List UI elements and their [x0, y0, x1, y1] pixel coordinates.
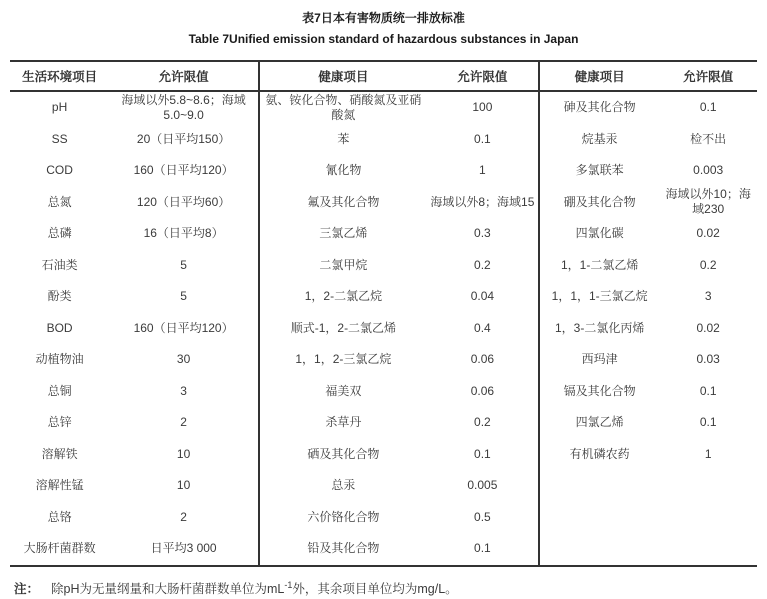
- table-row: [260, 439, 538, 471]
- value-cell: 0.1: [474, 541, 491, 556]
- item-cell: 1，1，2-三氯乙烷: [295, 352, 392, 367]
- value-cell: 3: [180, 383, 187, 398]
- table-title-en: Table 7Unified emission standard of hazardous substances in Japan: [188, 32, 579, 46]
- table-group-health-items-2: [540, 62, 757, 565]
- item-cell: BOD: [46, 320, 73, 335]
- column-header-item: 健康项目: [574, 70, 625, 84]
- table-row: [540, 502, 757, 534]
- value-cell: 120（日平均60）: [136, 194, 231, 209]
- item-cell: 总铬: [47, 509, 72, 524]
- value-cell: 5: [180, 289, 187, 304]
- table-row: [540, 533, 757, 565]
- item-cell: 动植物油: [35, 352, 84, 367]
- item-cell: 六价铬化合物: [307, 509, 380, 524]
- table-row: [10, 281, 258, 313]
- footnote-text: 除pH为无量纲量和大肠杆菌群数单位为$mL^{-1}$外，其余项目单位均为mg/L。: [51, 579, 458, 596]
- value-cell: 0.4: [474, 320, 491, 335]
- table-row: [540, 344, 757, 376]
- group-body-health-items-1: [260, 92, 538, 565]
- table-row: [260, 124, 538, 156]
- table-row: [540, 218, 757, 250]
- value-cell: 0.3: [474, 226, 491, 241]
- item-cell: 镉及其化合物: [563, 383, 636, 398]
- table-row: [260, 376, 538, 408]
- value-cell: 2: [180, 509, 187, 524]
- table-row: [540, 281, 757, 313]
- column-header-limit: 允许限值: [457, 70, 508, 84]
- value-cell: 0.2: [474, 415, 491, 430]
- item-cell: 总氮: [47, 194, 72, 209]
- item-cell: 西玛津: [581, 352, 618, 367]
- item-cell: 溶解铁: [41, 446, 78, 461]
- table-row: [540, 250, 757, 282]
- footnote-label: 注：: [14, 581, 40, 596]
- value-cell: 0.1: [699, 383, 717, 398]
- value-cell: 16（日平均8）: [143, 226, 224, 241]
- table-row: [540, 313, 757, 345]
- table-row: [10, 502, 258, 534]
- table-row: [540, 470, 757, 502]
- value-cell: 0.06: [470, 383, 495, 398]
- value-cell: 2: [180, 415, 187, 430]
- table-row: [10, 439, 258, 471]
- value-cell: 0.1: [474, 446, 491, 461]
- table-row: [540, 376, 757, 408]
- table-row: [10, 376, 258, 408]
- table-row: [260, 218, 538, 250]
- value-cell: 0.02: [696, 226, 720, 241]
- item-cell: 烷基汞: [581, 131, 618, 146]
- item-cell: 总汞: [331, 478, 356, 493]
- value-cell: 0.04: [470, 289, 495, 304]
- item-cell: 福美双: [325, 383, 362, 398]
- table-row: [10, 313, 258, 345]
- table-row: [260, 407, 538, 439]
- item-cell: 石油类: [41, 257, 78, 272]
- item-cell: 溶解性锰: [35, 478, 84, 493]
- group-header-row: [540, 62, 757, 92]
- item-cell: 1，2-二氯乙烷: [304, 289, 383, 304]
- table-row: [10, 218, 258, 250]
- value-cell: 海域以外10；海域230: [665, 187, 751, 217]
- group-body-health-items-2: [540, 92, 757, 565]
- item-cell: 顺式-1，2-二氯乙烯: [290, 320, 397, 335]
- item-cell: 砷及其化合物: [563, 100, 636, 115]
- table-row: [260, 502, 538, 534]
- table-row: [10, 155, 258, 187]
- table-title-zh: 表7日本有害物质统一排放标准: [302, 11, 465, 25]
- table-group-living-environment: [10, 62, 258, 565]
- value-cell: 100: [472, 100, 493, 115]
- footnote: [14, 579, 757, 597]
- table-row: [540, 92, 757, 124]
- value-cell: 检不出: [690, 131, 727, 146]
- value-cell: 160（日平均120）: [133, 320, 234, 335]
- value-cell: 30: [176, 352, 191, 367]
- item-cell: 1，1-二氯乙烯: [560, 257, 639, 272]
- item-cell: 有机磷农药: [569, 446, 630, 461]
- value-cell: 0.2: [474, 257, 491, 272]
- table-row: [540, 407, 757, 439]
- value-cell: 160（日平均120）: [133, 163, 234, 178]
- table-row: [10, 92, 258, 124]
- item-cell: 铅及其化合物: [307, 541, 380, 556]
- value-cell: 0.005: [467, 478, 498, 493]
- value-cell: 0.1: [699, 415, 717, 430]
- footnote-superscript: -1: [284, 579, 293, 590]
- item-cell: 二氯甲烷: [319, 257, 368, 272]
- emission-standard-table: [10, 60, 757, 567]
- table-row: [260, 92, 538, 124]
- value-cell: 0.06: [470, 352, 495, 367]
- item-cell: 大肠杆菌群数: [23, 541, 96, 556]
- table-row: [260, 470, 538, 502]
- item-cell: 酚类: [47, 289, 72, 304]
- table-row: [540, 124, 757, 156]
- group-header-row: [10, 62, 258, 92]
- table-row: [260, 187, 538, 219]
- value-cell: 0.02: [696, 320, 720, 335]
- item-cell: 总磷: [47, 226, 72, 241]
- group-body-living-environment: [10, 92, 258, 565]
- item-cell: 氨、铵化合物、硝酸氮及亚硝酸氮: [265, 92, 422, 122]
- value-cell: 0.1: [474, 131, 491, 146]
- item-cell: 杀草丹: [325, 415, 362, 430]
- item-cell: 总铜: [47, 383, 72, 398]
- table-row: [260, 344, 538, 376]
- table-row: [10, 187, 258, 219]
- column-header-limit: 允许限值: [158, 70, 209, 84]
- value-cell: 5: [180, 257, 187, 272]
- table-row: [540, 187, 757, 219]
- value-cell: 0.1: [699, 100, 717, 115]
- group-header-row: [260, 62, 538, 92]
- table-row: [10, 344, 258, 376]
- table-row: [260, 155, 538, 187]
- item-cell: 硼及其化合物: [563, 194, 636, 209]
- item-cell: 多氯联苯: [575, 163, 624, 178]
- value-cell: 20（日平均150）: [136, 131, 231, 146]
- table-group-health-items-1: [258, 62, 540, 565]
- item-cell: 氟及其化合物: [307, 194, 380, 209]
- value-cell: 日平均3 000: [150, 541, 217, 556]
- table-row: [10, 250, 258, 282]
- table-row: [260, 533, 538, 565]
- table-row: [10, 533, 258, 565]
- value-cell: 0.2: [699, 257, 717, 272]
- value-cell: 海域以外5.8~8.6；海域5.0~9.0: [121, 92, 246, 122]
- column-header-item: 生活环境项目: [22, 70, 98, 84]
- value-cell: 0.03: [696, 352, 720, 367]
- value-cell: 0.5: [474, 509, 491, 524]
- item-cell: 苯: [337, 131, 350, 146]
- item-cell: 氰化物: [325, 163, 362, 178]
- value-cell: 海域以外8；海域15: [430, 194, 535, 209]
- item-cell: 四氯乙烯: [575, 415, 624, 430]
- table-row: [540, 439, 757, 471]
- value-cell: 3: [704, 289, 712, 304]
- item-cell: 四氯化碳: [575, 226, 624, 241]
- item-cell: pH: [51, 100, 68, 115]
- table-row: [260, 250, 538, 282]
- value-cell: 0.003: [693, 163, 724, 178]
- column-header-limit: 允许限值: [683, 70, 734, 84]
- item-cell: SS: [51, 131, 68, 146]
- table-row: [540, 155, 757, 187]
- item-cell: 1，3-二氯化丙烯: [554, 320, 645, 335]
- table-row: [10, 407, 258, 439]
- table-row: [260, 281, 538, 313]
- item-cell: 三氯乙烯: [319, 226, 368, 241]
- value-cell: 1: [479, 163, 486, 178]
- value-cell: 10: [176, 446, 191, 461]
- item-cell: 总锌: [47, 415, 72, 430]
- item-cell: 硒及其化合物: [307, 446, 380, 461]
- column-header-item: 健康项目: [318, 70, 369, 84]
- value-cell: 10: [176, 478, 191, 493]
- table-row: [10, 470, 258, 502]
- table-row: [260, 313, 538, 345]
- table-row: [10, 124, 258, 156]
- value-cell: 1: [704, 446, 712, 461]
- item-cell: COD: [46, 163, 73, 178]
- item-cell: 1，1，1-三氯乙烷: [551, 289, 648, 304]
